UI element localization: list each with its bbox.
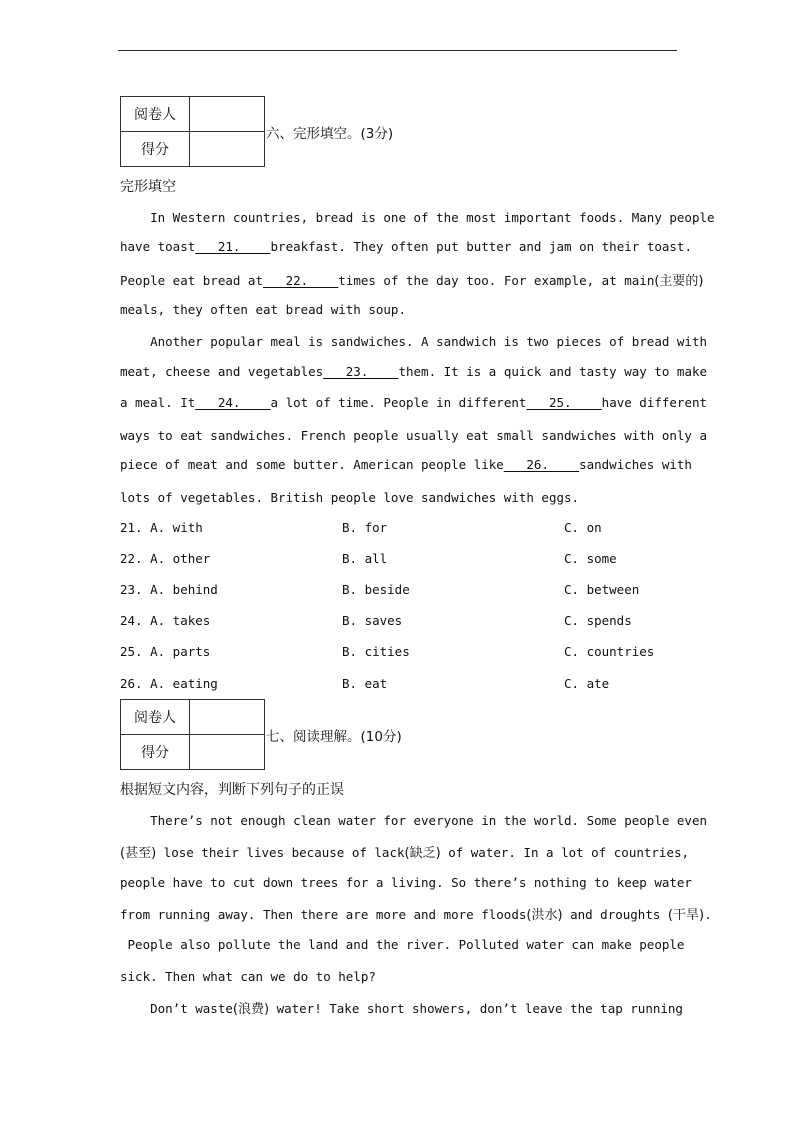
passage-line (120, 364, 707, 379)
reviewer-cell (190, 97, 265, 132)
passage-line (120, 457, 692, 472)
option-a[interactable]: 26. A. eating (120, 676, 218, 691)
passage-line (120, 813, 707, 828)
passage-line (120, 270, 704, 289)
passage-text: meals, they often eat bread with soup. (120, 302, 406, 317)
gloss-text: (洪水) (526, 908, 563, 923)
score-table-section7 (120, 699, 265, 770)
option-b[interactable]: B. for (342, 520, 388, 535)
passage-line (120, 842, 689, 861)
option-a[interactable]: 25. A. parts (120, 644, 211, 659)
passage-text: have different (601, 395, 708, 410)
passage-line (120, 969, 376, 984)
option-row (120, 676, 680, 694)
option-b[interactable]: B. cities (342, 644, 410, 659)
passage-text: breakfast. They often put butter and jam on their toast. (270, 239, 692, 254)
passage-line (120, 490, 579, 505)
score-cell (190, 735, 265, 770)
passage-text: There’s not enough clean water for everyone in the world. Some people even (120, 813, 707, 828)
passage-text: Don’t waste (120, 1001, 233, 1016)
passage-text: meat, cheese and vegetables (120, 364, 324, 379)
score-table-section6 (120, 96, 265, 167)
gloss-text: (缺乏) (404, 846, 441, 861)
answer-blank[interactable]: 22. (263, 273, 339, 288)
passage-text: of water. In a lot of countries, (440, 845, 690, 860)
answer-blank[interactable]: 21. (195, 239, 271, 254)
passage-line (120, 395, 707, 410)
section7-title: 七、阅读理解。(10分) (266, 729, 402, 745)
option-row (120, 644, 680, 662)
passage-text: People also pollute the land and the river. Polluted water can make people (120, 937, 685, 952)
option-a[interactable]: 24. A. takes (120, 613, 211, 628)
passage-text: water! Take short showers, don’t leave the tap running (269, 1001, 683, 1016)
passage-text: Another popular meal is sandwiches. A sandwich is two pieces of bread with (120, 334, 707, 349)
passage-text: sandwiches with (579, 457, 692, 472)
option-b[interactable]: B. saves (342, 613, 403, 628)
passage-line (120, 302, 406, 317)
option-c[interactable]: C. on (564, 520, 602, 535)
option-c[interactable]: C. countries (564, 644, 655, 659)
passage-line (120, 239, 692, 254)
section7-instruction: 根据短文内容，判断下列句子的正误 (120, 782, 344, 798)
option-b[interactable]: B. beside (342, 582, 410, 597)
passage-line (120, 875, 692, 890)
passage-text: . (704, 907, 712, 922)
passage-line (120, 998, 683, 1017)
reviewer-cell (190, 700, 265, 735)
passage-text: from running away. Then there are more and more floods (120, 907, 527, 922)
header-rule (118, 50, 677, 51)
answer-blank[interactable]: 26. (503, 457, 580, 472)
option-c[interactable]: C. some (564, 551, 617, 566)
passage-text: people have to cut down trees for a living. So there’s nothing to keep water (120, 875, 692, 890)
score-label: 得分 (121, 735, 190, 770)
passage-text: lose their lives because of lack (156, 845, 405, 860)
passage-line (120, 210, 715, 225)
answer-blank[interactable]: 23. (323, 364, 399, 379)
option-row (120, 520, 680, 538)
option-a[interactable]: 21. A. with (120, 520, 203, 535)
passage-text: ways to eat sandwiches. French people usually eat small sandwiches with only a (120, 428, 707, 443)
option-c[interactable]: C. spends (564, 613, 632, 628)
option-a[interactable]: 22. A. other (120, 551, 211, 566)
option-row (120, 551, 680, 569)
passage-line (120, 937, 684, 952)
score-cell (190, 132, 265, 167)
option-b[interactable]: B. eat (342, 676, 388, 691)
option-a[interactable]: 23. A. behind (120, 582, 218, 597)
passage-text: times of the day too. For example, at main (338, 273, 655, 288)
section6-title: 六、完形填空。(3分) (266, 126, 394, 142)
score-label: 得分 (121, 132, 190, 167)
passage-line (120, 428, 707, 443)
gloss-text: (甚至) (120, 846, 157, 861)
passage-text: them. It is a quick and tasty way to make (398, 364, 708, 379)
reviewer-label: 阅卷人 (121, 97, 190, 132)
passage-text: and droughts (562, 907, 668, 922)
gloss-text: (主要的) (654, 274, 704, 289)
passage-text: have toast (120, 239, 196, 254)
passage-text: People eat bread at (120, 273, 263, 288)
option-c[interactable]: C. ate (564, 676, 610, 691)
passage-line (120, 334, 707, 349)
option-c[interactable]: C. between (564, 582, 640, 597)
passage-line (120, 904, 712, 923)
passage-text: a lot of time. People in different (270, 395, 527, 410)
answer-blank[interactable]: 25. (526, 395, 602, 410)
option-row (120, 582, 680, 600)
passage-text: In Western countries, bread is one of the most important foods. Many people (120, 210, 715, 225)
option-b[interactable]: B. all (342, 551, 388, 566)
passage-text: sick. Then what can we do to help? (120, 969, 376, 984)
reviewer-label: 阅卷人 (121, 700, 190, 735)
gloss-text: (干旱) (667, 908, 705, 923)
passage-text: lots of vegetables. British people love sandwiches with eggs. (120, 490, 580, 505)
gloss-text: (浪费) (232, 1002, 270, 1017)
answer-blank[interactable]: 24. (195, 395, 271, 410)
passage-text: a meal. It (120, 395, 196, 410)
section6-instruction: 完形填空 (120, 179, 176, 195)
passage-text: piece of meat and some butter. American people like (120, 457, 504, 472)
option-row (120, 613, 680, 631)
